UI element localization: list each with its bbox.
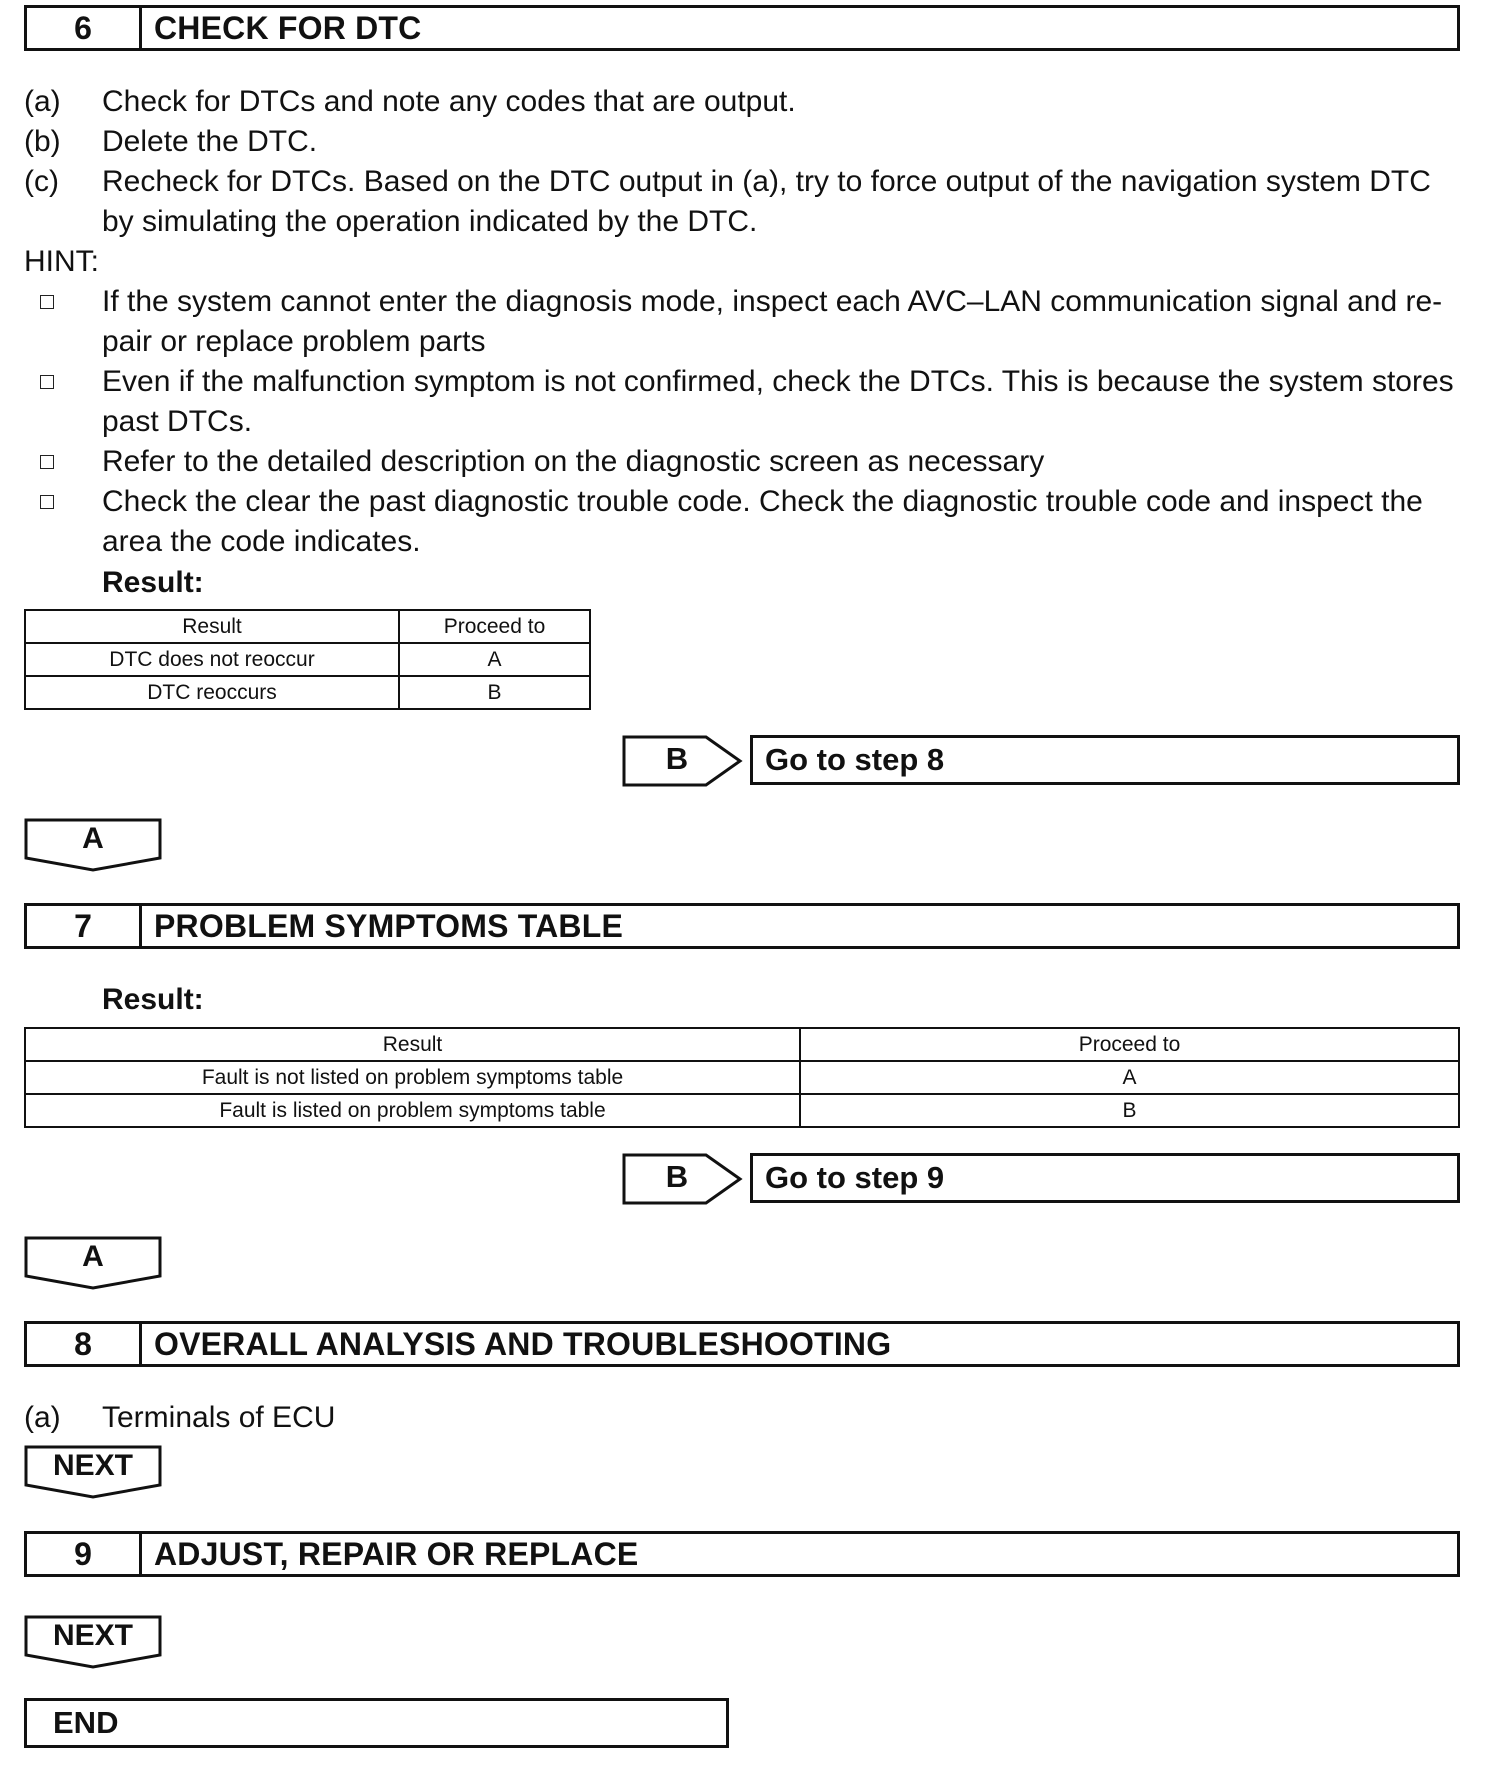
table-header-row bbox=[25, 1028, 1459, 1061]
step-title: OVERALL ANALYSIS AND TROUBLESHOOTING bbox=[154, 1325, 892, 1362]
branch-letter: A bbox=[82, 1240, 104, 1273]
next-label: NEXT bbox=[52, 1449, 133, 1482]
table-header: Result bbox=[25, 1028, 800, 1061]
step-label: (c) bbox=[24, 165, 59, 198]
table-cell: DTC does not reoccur bbox=[25, 643, 399, 676]
table-header: Proceed to bbox=[800, 1028, 1459, 1061]
branch-b bbox=[622, 735, 1460, 787]
branch-letter: B bbox=[665, 1159, 689, 1194]
step-number: 7 bbox=[27, 906, 142, 946]
table-row bbox=[25, 643, 590, 676]
step-number: 9 bbox=[27, 1534, 142, 1574]
step-title: CHECK FOR DTC bbox=[154, 9, 422, 46]
step-number: 8 bbox=[27, 1324, 142, 1364]
branch-a-button[interactable] bbox=[24, 818, 162, 872]
table-cell: Fault is listed on problem symptoms table bbox=[25, 1094, 800, 1127]
table-header: Proceed to bbox=[399, 610, 590, 643]
branch-letter: A bbox=[82, 822, 104, 855]
branch-b bbox=[622, 1153, 1460, 1205]
table-cell: A bbox=[399, 643, 590, 676]
hint-text: If the system cannot enter the diagnosis mode, inspect each AVC–LAN communication signal and re- bbox=[102, 285, 1443, 318]
next-button[interactable] bbox=[24, 1445, 162, 1499]
table-row bbox=[25, 1094, 1459, 1127]
result-table bbox=[24, 1027, 1460, 1128]
step-label: (a) bbox=[24, 85, 61, 118]
step-label: (b) bbox=[24, 125, 61, 158]
result-heading: Result: bbox=[102, 566, 204, 599]
table-header-row bbox=[25, 610, 590, 643]
step-8-header bbox=[24, 1321, 1460, 1367]
step-text: Terminals of ECU bbox=[102, 1401, 336, 1434]
hint-text: Even if the malfunction symptom is not confirmed, check the DTCs. This is because the system stores bbox=[102, 365, 1454, 398]
hint-text: past DTCs. bbox=[102, 405, 253, 438]
table-cell: DTC reoccurs bbox=[25, 676, 399, 709]
table-row bbox=[25, 676, 590, 709]
checkbox-bullet-icon bbox=[40, 495, 54, 509]
result-heading: Result: bbox=[102, 983, 204, 1016]
checkbox-bullet-icon bbox=[40, 455, 54, 469]
table-header: Result bbox=[25, 610, 399, 643]
checkbox-bullet-icon bbox=[40, 295, 54, 309]
table-cell: Fault is not listed on problem symptoms table bbox=[25, 1061, 800, 1094]
step-label: (a) bbox=[24, 1401, 61, 1434]
result-table bbox=[24, 609, 591, 710]
next-label: NEXT bbox=[52, 1619, 133, 1652]
step-text: by simulating the operation indicated by the DTC. bbox=[102, 205, 758, 238]
step-text: Delete the DTC. bbox=[102, 125, 318, 158]
table-cell: A bbox=[800, 1061, 1459, 1094]
step-9-header bbox=[24, 1531, 1460, 1577]
go-to-step-9-link[interactable]: Go to step 9 bbox=[750, 1153, 1460, 1203]
branch-letter: B bbox=[665, 741, 689, 776]
hint-text: Refer to the detailed description on the diagnostic screen as necessary bbox=[102, 445, 1045, 478]
hint-text: pair or replace problem parts bbox=[102, 325, 486, 358]
step-7-header bbox=[24, 903, 1460, 949]
branch-a-button[interactable] bbox=[24, 1236, 162, 1290]
next-button[interactable] bbox=[24, 1615, 162, 1669]
step-text: Recheck for DTCs. Based on the DTC output in (a), try to force output of the navigation system DTC bbox=[102, 165, 1431, 198]
hint-text: Check the clear the past diagnostic trouble code. Check the diagnostic trouble code and inspect the bbox=[102, 485, 1423, 518]
table-cell: B bbox=[800, 1094, 1459, 1127]
step-text: Check for DTCs and note any codes that are output. bbox=[102, 85, 796, 118]
step-number: 6 bbox=[27, 8, 142, 48]
hint-text: area the code indicates. bbox=[102, 525, 421, 558]
go-to-step-8-link[interactable]: Go to step 8 bbox=[750, 735, 1460, 785]
step-6-header bbox=[24, 5, 1460, 51]
step-title: ADJUST, REPAIR OR REPLACE bbox=[154, 1535, 639, 1572]
table-row bbox=[25, 1061, 1459, 1094]
step-title: PROBLEM SYMPTOMS TABLE bbox=[154, 907, 624, 944]
checkbox-bullet-icon bbox=[40, 375, 54, 389]
end-box: END bbox=[24, 1698, 729, 1748]
table-cell: B bbox=[399, 676, 590, 709]
